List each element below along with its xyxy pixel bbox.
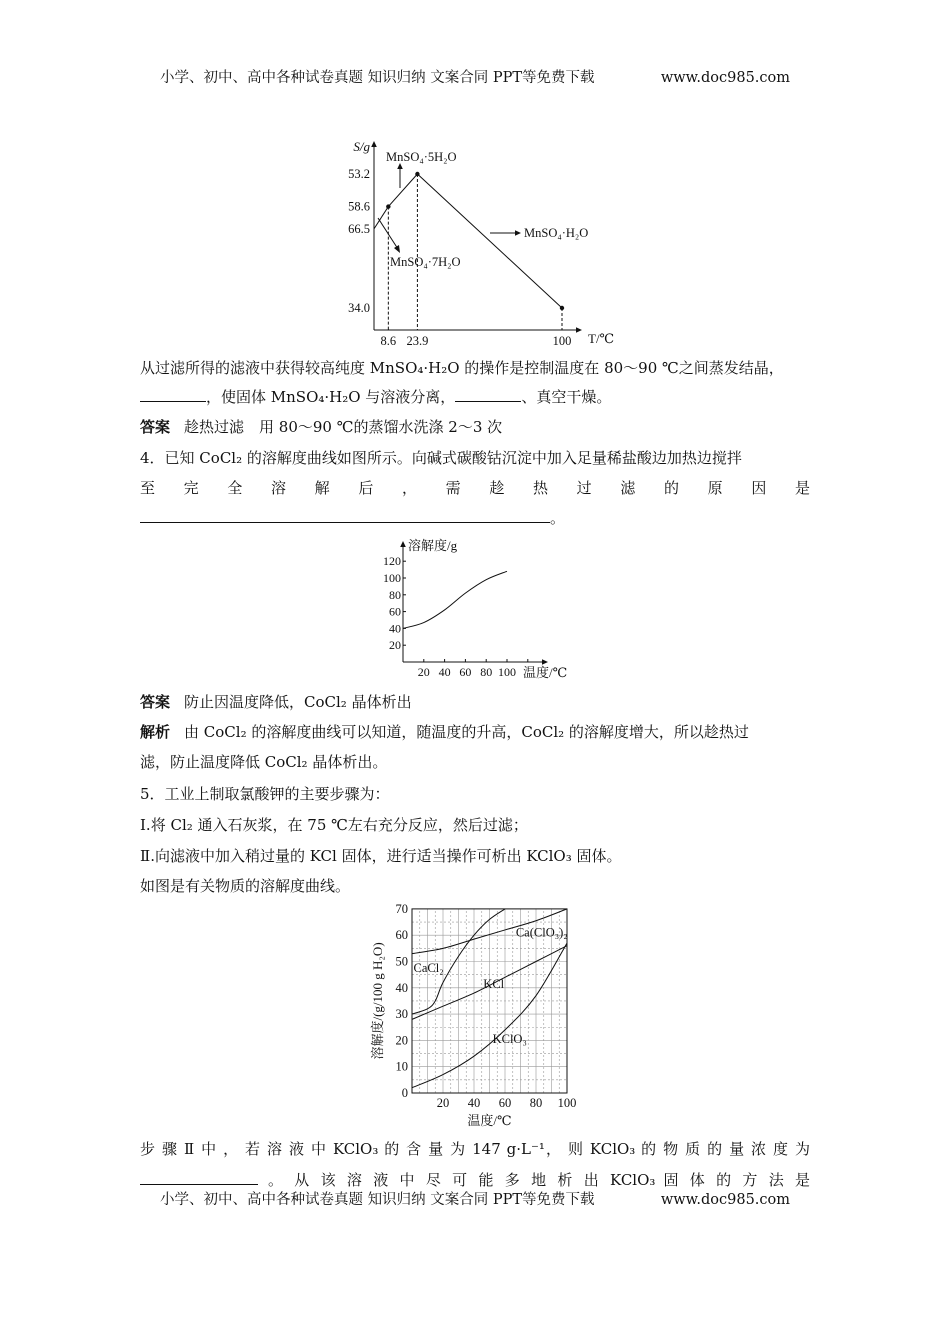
q5-step1: Ⅰ.将 Cl₂ 通入石灰浆，在 75 ℃左右充分反应，然后过滤； bbox=[140, 816, 528, 834]
answer-label: 答案 bbox=[140, 693, 171, 711]
q5-step2: Ⅱ.向滤液中加入稍过量的 KCl 固体，进行适当操作可析出 KClO₃ 固体。 bbox=[140, 847, 622, 865]
q3-line2-mid: ，使固体 MnSO₄·H₂O 与溶液分离， bbox=[206, 388, 456, 406]
answer-text: 趁热过滤 用 80～90 ℃的蒸馏水洗涤 2～3 次 bbox=[184, 418, 503, 436]
q4-answer bbox=[140, 692, 810, 712]
x-tick-label: 100 bbox=[498, 665, 516, 679]
q4-line3-end: 。 bbox=[550, 509, 566, 527]
q3-answer bbox=[140, 417, 810, 437]
x-tick-label: 20 bbox=[417, 665, 430, 679]
answer-blank[interactable] bbox=[140, 1170, 258, 1185]
y-tick-label: 40 bbox=[389, 621, 401, 636]
x-axis-label: 温度/℃ bbox=[523, 665, 568, 680]
phase-label-7h2o: MnSO₄·7H₂O bbox=[390, 255, 461, 269]
arrow-head bbox=[515, 230, 521, 236]
y-tick-label: 58.6 bbox=[348, 199, 370, 214]
y-tick-label: 40 bbox=[395, 980, 408, 995]
y-axis-label: 溶解度/g bbox=[408, 538, 458, 553]
x-tick-label: 80 bbox=[480, 665, 493, 679]
arrow-head bbox=[394, 245, 400, 253]
x-axis-arrow bbox=[542, 659, 548, 665]
page-footer bbox=[160, 1190, 790, 1210]
q5-question-line2 bbox=[140, 1170, 810, 1190]
x-tick-label: 40 bbox=[438, 665, 451, 679]
answer-label: 答案 bbox=[140, 418, 171, 436]
analysis-label: 解析 bbox=[140, 723, 171, 741]
phase-label-h2o: MnSO₄·H₂O bbox=[524, 226, 589, 240]
x-tick-label: 80 bbox=[529, 1096, 543, 1110]
q3-line1: 从过滤所得的滤液中获得较高纯度 MnSO₄·H₂O 的操作是控制温度在 80～90 ℃之间蒸发结晶， bbox=[140, 359, 784, 377]
x-tick-label: 100 bbox=[552, 334, 572, 348]
q5-line4: 如图是有关物质的溶解度曲线。 bbox=[140, 877, 351, 895]
header-url[interactable]: www.doc985.com bbox=[660, 70, 790, 86]
y-tick-label: 30 bbox=[395, 1007, 408, 1022]
y-axis-label: 溶解度/(g/100 g H₂O) bbox=[370, 942, 385, 1060]
y-tick-label: 53.2 bbox=[348, 167, 370, 182]
q3-line2 bbox=[140, 387, 810, 407]
y-tick-label: 66.5 bbox=[348, 221, 370, 236]
y-tick-label: 80 bbox=[389, 587, 401, 602]
curve-label: CaCl₂ bbox=[413, 961, 444, 976]
q4-line2: 至 完 全 溶 解 后 ， 需 趁 热 过 滤 的 原 因 是 bbox=[140, 479, 810, 497]
x-tick-label: 20 bbox=[436, 1096, 450, 1110]
y-tick-label: 60 bbox=[395, 928, 408, 943]
y-tick-label: 10 bbox=[395, 1059, 408, 1074]
q5-line1: 5．工业上制取氯酸钾的主要步骤为： bbox=[140, 785, 390, 803]
solubility-line bbox=[374, 174, 562, 308]
x-axis-label: 温度/℃ bbox=[467, 1113, 512, 1128]
analysis-text-1: 由 CoCl₂ 的溶解度曲线可以知道，随温度的升高，CoCl₂ 的溶解度增大，所以趁热过 bbox=[184, 723, 749, 741]
q4-line1: 4．已知 CoCl₂ 的溶解度曲线如图所示。向碱式碳酸钴沉淀中加入足量稀盐酸边加热边搅拌 bbox=[140, 449, 742, 467]
y-tick-label: 0 bbox=[401, 1086, 408, 1100]
x-tick-label: 23.9 bbox=[406, 334, 429, 348]
page-header bbox=[160, 68, 790, 88]
curve-label: Ca(ClO₃)₂ bbox=[515, 925, 568, 940]
y-tick-label: 100 bbox=[383, 571, 401, 585]
y-axis-arrow bbox=[371, 141, 377, 147]
q3-line2-end: 、真空干燥。 bbox=[521, 388, 612, 406]
header-text: 小学、初中、高中各种试卷真题 知识归纳 文案合同 PPT等免费下载 bbox=[160, 70, 595, 86]
y-tick-label: 70 bbox=[395, 901, 408, 916]
curve-label: KClO₃ bbox=[492, 1032, 527, 1047]
q4-analysis-2: 滤，防止温度降低 CoCl₂ 晶体析出。 bbox=[140, 753, 388, 771]
x-tick-label: 60 bbox=[498, 1096, 512, 1110]
y-tick-label: 20 bbox=[389, 638, 401, 653]
y-tick-label: 20 bbox=[395, 1033, 408, 1048]
solubility-curve bbox=[403, 571, 507, 628]
x-tick-label: 40 bbox=[467, 1096, 481, 1110]
x-tick-label: 100 bbox=[557, 1096, 577, 1110]
y-axis-arrow bbox=[400, 541, 406, 547]
answer-blank[interactable] bbox=[140, 508, 550, 523]
q4-analysis bbox=[140, 722, 810, 742]
mnso4-solubility-chart bbox=[330, 135, 620, 350]
footer-text: 小学、初中、高中各种试卷真题 知识归纳 文案合同 PPT等免费下载 bbox=[160, 1192, 595, 1208]
curve-label: KCl bbox=[483, 976, 505, 991]
y-axis-label: S/g bbox=[353, 139, 370, 154]
chlorate-solubility-chart bbox=[360, 900, 590, 1135]
x-axis-arrow bbox=[576, 327, 582, 333]
x-tick-label: 60 bbox=[459, 665, 472, 679]
y-tick-label: 50 bbox=[395, 954, 408, 969]
y-tick-label: 120 bbox=[383, 554, 401, 569]
x-axis-label: T/℃ bbox=[588, 331, 615, 346]
cocl2-solubility-chart bbox=[370, 530, 580, 680]
q5-question-line1: 步 骤 Ⅱ 中 ， 若 溶 液 中 KClO₃ 的 含 量 为 147 g·L⁻¹， 则 KClO₃ 的 物 质 的 量 浓 度 为 bbox=[140, 1140, 810, 1158]
y-tick-label: 34.0 bbox=[348, 301, 370, 315]
q5-question-line2-text: 。 从 该 溶 液 中 尽 可 能 多 地 析 出 KClO₃ 固 体 的 方 法 是 bbox=[268, 1171, 810, 1189]
x-tick-label: 8.6 bbox=[380, 334, 397, 348]
phase-label-5h2o: MnSO₄·5H₂O bbox=[386, 150, 457, 164]
answer-blank[interactable] bbox=[140, 387, 206, 402]
q4-line3 bbox=[140, 508, 810, 528]
answer-text: 防止因温度降低，CoCl₂ 晶体析出 bbox=[184, 693, 412, 711]
answer-blank[interactable] bbox=[455, 387, 521, 402]
y-tick-label: 60 bbox=[389, 604, 401, 619]
footer-url[interactable]: www.doc985.com bbox=[660, 1192, 790, 1208]
